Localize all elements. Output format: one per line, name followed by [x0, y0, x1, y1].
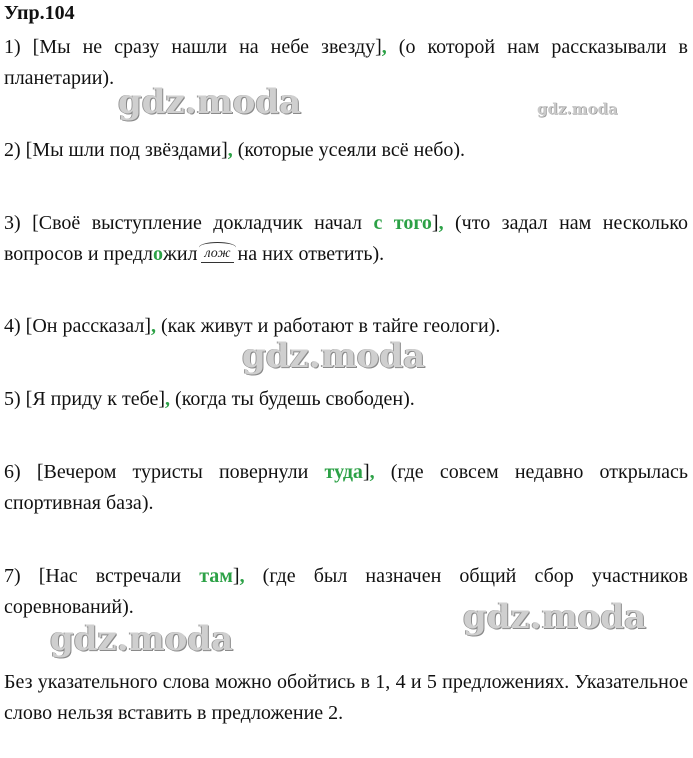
watermark-logo: gdz.moda [242, 336, 426, 376]
sentence-text: (что задал нам несколько вопросов и предл [4, 212, 688, 265]
comma-mark: , [150, 315, 156, 337]
watermark-logo: gdz.moda [463, 597, 647, 637]
bracket: ] [431, 212, 439, 234]
demonstrative-word: с того [373, 212, 432, 234]
sentence-text: 6) [Вечером туристы повернули [4, 461, 325, 483]
sentence-1 [4, 32, 688, 94]
sentence-text: (о которой нам рассказывали в планетарии). [4, 36, 688, 89]
sentence-text: (которые усеяли всё небо). [232, 139, 466, 161]
bracket: ] [362, 461, 370, 483]
check-word-note: лож [202, 246, 234, 262]
sentence-text: (когда ты будешь свободен). [170, 388, 415, 410]
sentence-2 [4, 135, 688, 166]
sentence-text: (как живут и работают в тайге геологи). [155, 315, 501, 337]
watermark-logo: gdz.moda [118, 82, 302, 122]
sentence-3 [4, 208, 688, 270]
sentence-text: 5) [Я приду к тебе] [4, 388, 166, 410]
sentence-text: (где был назначен общий сбор участников соревнований). [4, 565, 688, 618]
conclusion-text: Без указательного слова можно обойтись в 1, 4 и 5 предложениях. Указательное слово нельзя вставить в предложение 2. [4, 671, 688, 724]
sentence-text: 1) [Мы не сразу нашли на небе звезду] [4, 36, 382, 58]
exercise-title: Упр.104 [4, 2, 75, 24]
comma-mark: , [227, 139, 233, 161]
sentence-text: (где совсем недавно открылась спортивная база). [4, 461, 688, 514]
demonstrative-word: туда [324, 461, 363, 483]
sentence-5 [4, 384, 688, 415]
sentence-text: 7) [Нас встречали [4, 565, 200, 587]
comma-mark: , [438, 212, 444, 234]
sentence-text: 3) [Своё выступление докладчик начал [4, 212, 374, 234]
highlighted-vowel: о [153, 243, 164, 265]
watermark-logo: gdz.moda [537, 100, 618, 118]
sentence-6 [4, 457, 688, 519]
comma-mark: , [165, 388, 171, 410]
sentence-text: на них ответить). [237, 243, 385, 265]
watermark-logo: gdz.moda [50, 619, 234, 659]
sentence-text: жил [163, 243, 198, 265]
comma-mark: , [381, 36, 387, 58]
comma-mark: , [239, 565, 245, 587]
demonstrative-word: там [199, 565, 233, 587]
sentence-text: 4) [Он рассказал] [4, 315, 151, 337]
bracket: ] [232, 565, 240, 587]
comma-mark: , [369, 461, 375, 483]
sentence-text: 2) [Мы шли под звёздами] [4, 139, 228, 161]
